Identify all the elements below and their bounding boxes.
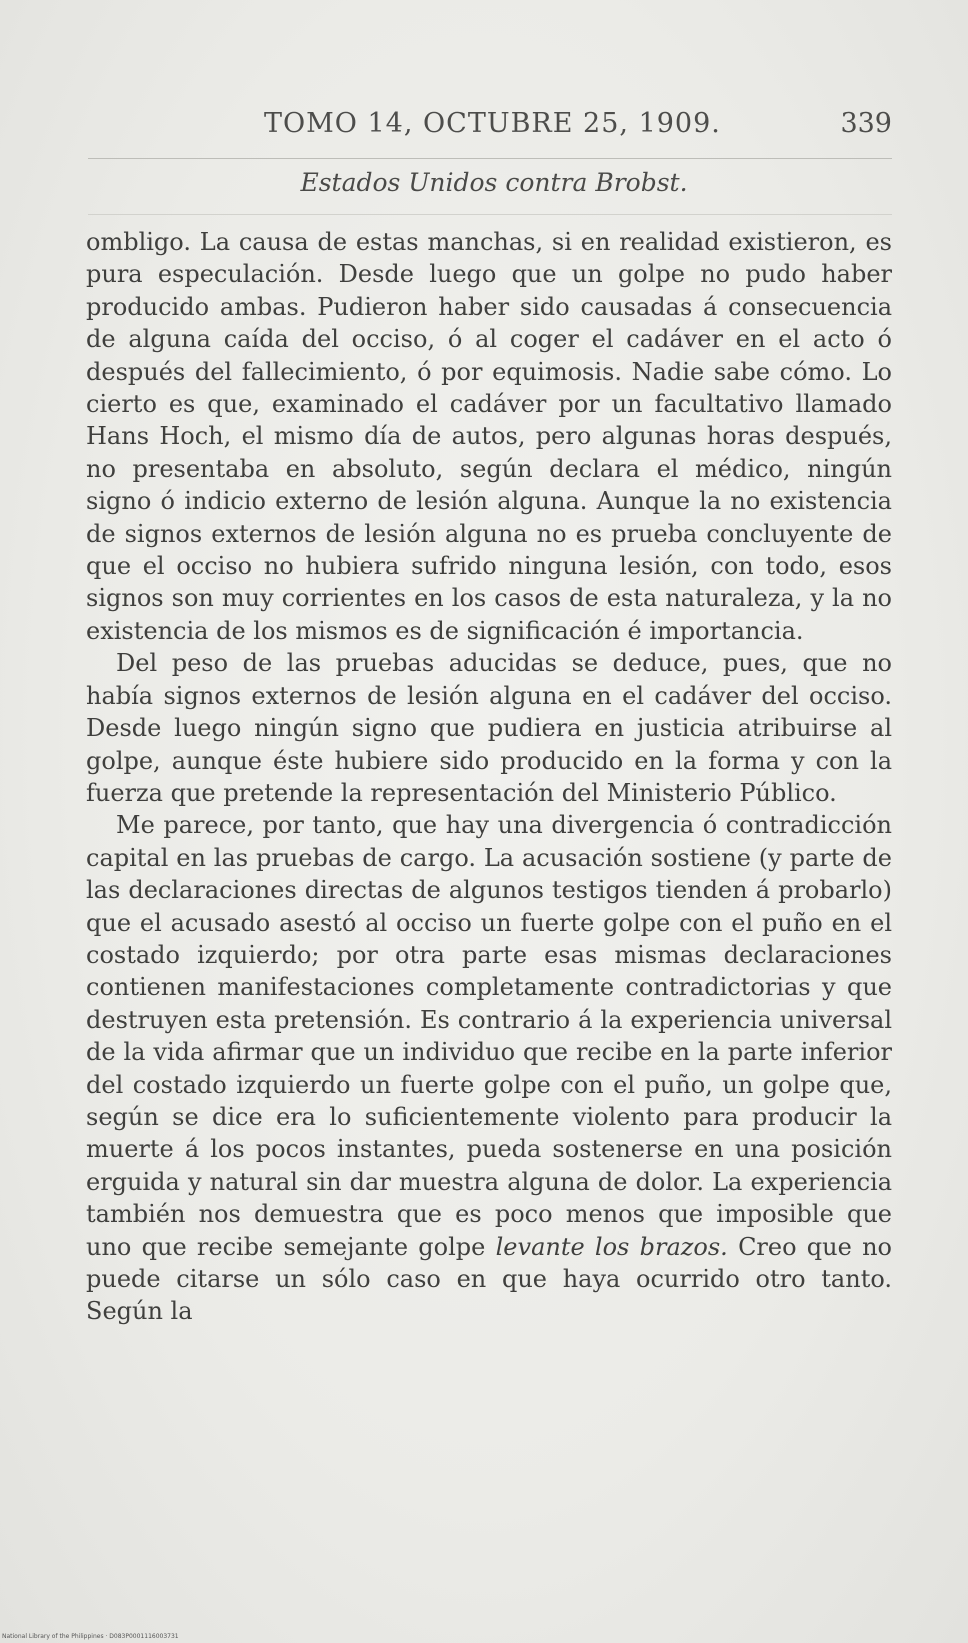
title-rule (88, 214, 892, 215)
running-head (88, 108, 892, 148)
running-title: TOMO 14, OCTUBRE 25, 1909. (264, 108, 721, 139)
paragraph-2: Del peso de las pruebas aducidas se deduce, pues, que no había signos externos de lesión alguna en el cadáver del occiso. Desde luego ningún signo que pudiera en justicia atribuirse al golpe, aunque éste hubiere sido producido en la forma y con la fuerza que pretende la representación del Ministerio Público. (86, 649, 892, 807)
case-title: Estados Unidos contra Brobst. (300, 168, 688, 197)
scan-credit: National Library of the Philippines · D083P0001116003731 (2, 1633, 179, 1640)
paragraph-3-text: Me parece, por tanto, que hay una divergencia ó contradicción capital en las pruebas de cargo. La acusación sostiene (y parte de las declaraciones directas de algunos testigos tienden á probarlo) que el acusado asestó al occiso un fuerte golpe con el puño en el costado izquierdo; por otra parte esas mismas declaraciones contienen manifestaciones completamente contradictorias y que destruyen esta pretensión. Es contrario á la experiencia universal de la vida afirmar que un individuo que recibe en la parte inferior del costado izquierdo un fuerte golpe con el puño, un golpe que, según se dice era lo suficientemente violento para producir la muerte á los pocos instantes, pueda sostenerse en una posición erguida y natural sin dar muestra alguna de dolor. La experiencia también nos demuestra que es poco menos que imposible que uno que recibe semejante golpe (86, 811, 892, 1261)
page-number: 339 (840, 108, 892, 139)
paragraph-3-italic-phrase: levante los brazos. (495, 1232, 728, 1261)
body-text (86, 226, 892, 1328)
header-rule (88, 158, 892, 159)
paragraph-1: ombligo. La causa de estas manchas, si en realidad existieron, es pura especulación. Desde luego que un golpe no pudo haber producido ambas. Pudieron haber sido causadas á consecuencia de alguna caída del occiso, ó al coger el cadáver en el acto ó después del fallecimiento, ó por equimosis. Nadie sabe cómo. Lo cierto es que, examinado el cadáver por un facultativo llamado Hans Hoch, el mismo día de autos, pero algunas horas después, no presentaba en absoluto, según declara el médico, ningún signo ó indicio externo de lesión alguna. Aunque la no existencia de signos externos de lesión alguna no es prueba concluyente de que el occiso no hubiera sufrido ninguna lesión, con todo, esos signos son muy corrientes en los casos de esta naturaleza, y la no existencia de los mismos es de significación é importancia. (86, 228, 892, 645)
paragraph-3 (86, 809, 892, 1328)
paragraph-3-text-end: Creo que no puede citarse un sólo caso en que haya ocurrido otro tanto. Según la (86, 1232, 892, 1326)
